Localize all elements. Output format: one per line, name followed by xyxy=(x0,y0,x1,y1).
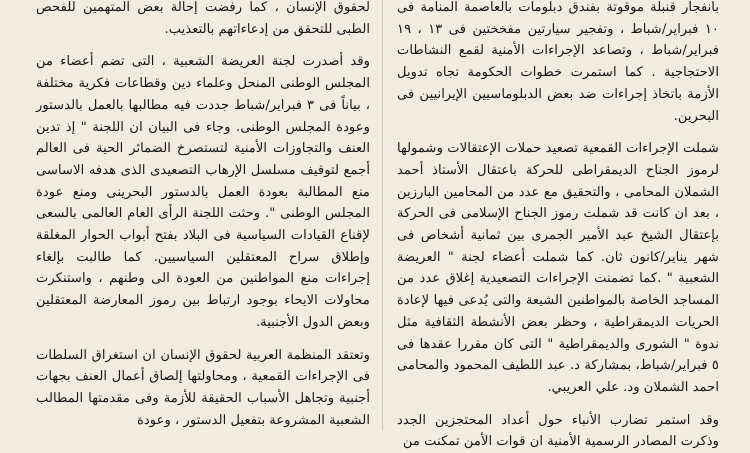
paragraph: وقد استمر تضارب الأنباء حول أعداد المحتجزين الجدد وذكرت المصادر الرسمية الأمنية ان قوات الأمن تمكنت من xyxy=(397,412,719,450)
paragraph: شملت الإجراءات القمعية تصعيد حملات الإعتقالات وشمولها لرموز الجناح الديمقراطى للحركة باعتقال الأستاذ أحمد الشملان المحامى ، والتحقيق مع عدد من المحامين البارزين ، بعد ان كانت قد شملت رموز الجناح الإسلامى فى الحركة بإعتقال الشيخ عبد الأمير الجمرى بين ثمانية أشخاص فى شهر يناير/كانون ثان. كما شملت أعضاء لجنة " العريضة الشعبية " .كما تضمنت الإجراءات التصعيدية إغلاق عدد من المساجد الخاصة بالمواطنين الشيعة والتى يُدعى فيها لإعادة الحريات الديمقراطية ، وحظر بعض الأنشطة الثقافية مثل ندوة " الشورى والديمقراطية " التى كان مقررا عقدها فى ٥ فبراير/شباط، بمشاركة د. عبد اللطيف المحمود والمحامى احمد الشملان ود. علي العريبي. xyxy=(397,141,719,395)
paragraph: لحقوق الإنسان ، كما رفضت إحالة بعض المتهمين للفحص الطبى للتحقق من إدعاءاتهم بالتعذيب. xyxy=(36,0,370,37)
paragraph: وقد أصدرت لجنة العريضة الشعبية ، التى تضم أعضاء من المجلس الوطنى المنحل وعلماء دين وقطاعات فكرية مختلفة ، بياناً فى ٣ فبراير/شباط جددت فيه مطالبها بالعمل بالدستور وعودة المجلس الوطنى. وجاء فى البيان ان اللجنة " إذ تدين العنف والتجاوزات الأمنية لتستصرخ الضمائر الحية فى العالم أجمع لتوقيف مسلسل الإرهاب التصعيدى الذى هدفه الاساسى منع المطالبة بعودة العمل بالدستور البحرينى ومنع عودة المجلس الوطنى ". وحثت اللجنة الرأى العام العالمى بالسعى لإقناع القيادات السياسية فى البلاد بفتح أبواب الحوار المغلقة وإطلاق سراح المعتقلين السياسيين. كما طالبت بإلغاء إجراءات منع المواطنين من العودة الى وطنهم ، واستنكرت محاولات الايحاء بوجود ارتباط بين رموز المعارضة المعتقلين وبعض الدول الأجنبية. xyxy=(36,54,370,330)
left-text-column xyxy=(36,0,370,437)
right-text-column xyxy=(397,0,719,450)
paragraph: وتعتقد المنظمة العربية لحقوق الإنسان ان استغراق السلطات فى الإجراءات القمعية ، ومحاولتها إلصاق أعمال العنف بجهات أجنبية وتجاهل الأسباب الحقيقة للأزمة وفى مقدمتها المطالب الشعبية المشروعة بتفعيل الدستور ، وعودة xyxy=(36,347,370,428)
paragraph: بانفجار قنبلة موقوتة بفندق دبلومات بالعاصمة المنامة فى ١٠ فبراير/شباط ، وتفجير سيارتين مفخختين فى ١٣ ، ١٩ فبراير/شباط ، وتصاعد الإجراءات الأمنية لقمع النشاطات الاحتجاجية . كما استمرت خطوات الحكومة تجاه تدويل الأزمة باتخاذ إجراءات ضد بعض الدبلوماسيين الإيرانيين فى البحرين. xyxy=(397,0,719,124)
column-divider xyxy=(382,0,383,430)
